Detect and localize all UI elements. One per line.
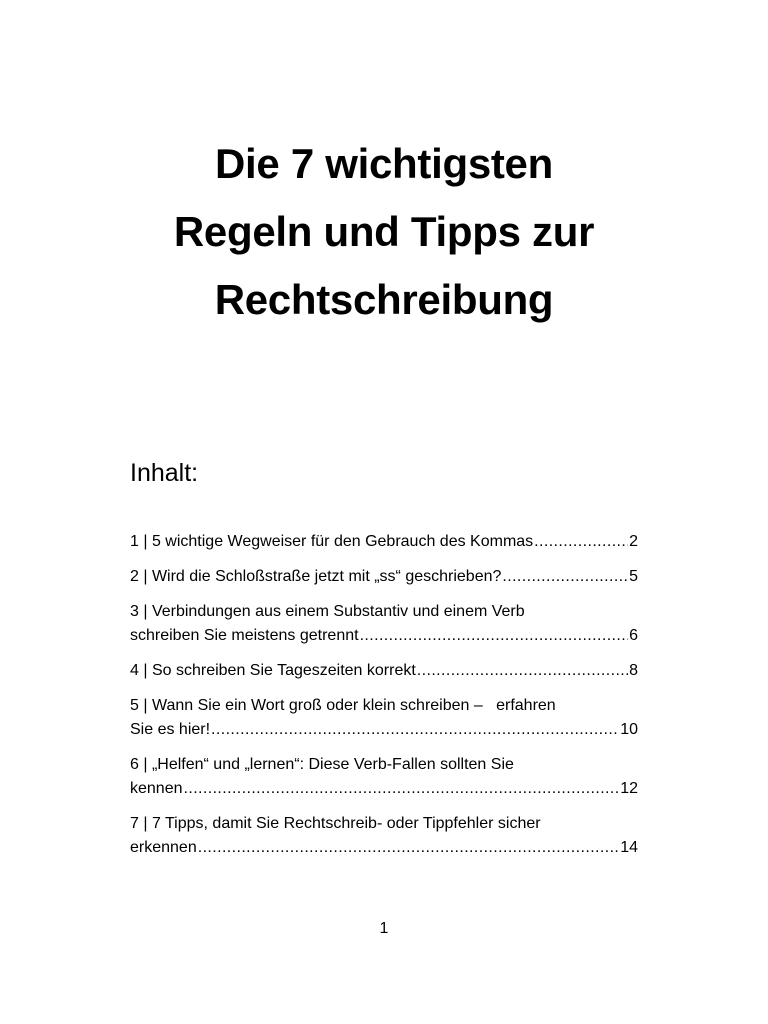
title-line: Die 7 wichtigsten bbox=[215, 140, 553, 187]
toc-entry-text: erkennen bbox=[130, 839, 197, 856]
toc-entry-line bbox=[130, 624, 638, 648]
toc-heading: Inhalt: bbox=[130, 459, 199, 487]
toc-entry-text: 3 | Verbindungen aus einem Substantiv und einem Verb bbox=[130, 603, 525, 620]
toc-entry-text: schreiben Sie meistens getrennt bbox=[130, 627, 359, 644]
page-number: 1 bbox=[379, 920, 389, 937]
toc-entry[interactable] bbox=[130, 694, 638, 742]
toc-entry[interactable] bbox=[130, 753, 638, 801]
toc-entry[interactable] bbox=[130, 812, 638, 860]
toc-page-number: 6 bbox=[629, 627, 638, 644]
toc-leader-dots bbox=[360, 624, 629, 648]
toc-entry-line bbox=[130, 718, 638, 742]
toc-entry-line bbox=[130, 530, 638, 554]
toc-page-number: 10 bbox=[620, 721, 638, 738]
toc-entry-text: 4 | So schreiben Sie Tageszeiten korrekt bbox=[130, 662, 416, 679]
table-of-contents bbox=[130, 530, 638, 871]
toc-entry-text: Sie es hier! bbox=[130, 721, 211, 738]
toc-page-number: 12 bbox=[620, 780, 638, 797]
toc-page-number: 8 bbox=[629, 662, 638, 679]
toc-page-number: 5 bbox=[629, 568, 638, 585]
toc-entry[interactable] bbox=[130, 530, 638, 554]
toc-entry-line bbox=[130, 565, 638, 589]
toc-entry-text: 7 | 7 Tipps, damit Sie Rechtschreib- oder Tippfehler sicher bbox=[130, 815, 541, 832]
title-line: Regeln und Tipps zur bbox=[173, 208, 595, 255]
toc-page-number: 14 bbox=[620, 839, 638, 856]
toc-entry-line bbox=[130, 659, 638, 683]
toc-entry-line bbox=[130, 836, 638, 860]
toc-entry-text: 6 | „Helfen“ und „lernen“: Diese Verb-Fallen sollten Sie bbox=[130, 756, 514, 773]
toc-entry-text: kennen bbox=[130, 780, 183, 797]
toc-leader-dots bbox=[211, 718, 619, 742]
toc-leader-dots bbox=[184, 777, 620, 801]
toc-entry-text: 2 | Wird die Schloßstraße jetzt mit „ss“ geschrieben? bbox=[130, 568, 502, 585]
toc-entry[interactable] bbox=[130, 659, 638, 683]
toc-entry-text: 5 | Wann Sie ein Wort groß oder klein schreiben – erfahren bbox=[130, 697, 556, 714]
toc-entry-text: 1 | 5 wichtige Wegweiser für den Gebrauch des Kommas bbox=[130, 533, 534, 550]
toc-entry[interactable] bbox=[130, 600, 638, 648]
toc-entry-line bbox=[130, 777, 638, 801]
toc-leader-dots bbox=[198, 836, 619, 860]
toc-leader-dots bbox=[502, 565, 628, 589]
toc-page-number: 2 bbox=[629, 533, 638, 550]
document-title bbox=[100, 130, 668, 334]
toc-entry[interactable] bbox=[130, 565, 638, 589]
title-line: Rechtschreibung bbox=[214, 276, 554, 323]
toc-leader-dots bbox=[534, 530, 628, 554]
toc-leader-dots bbox=[417, 659, 628, 683]
